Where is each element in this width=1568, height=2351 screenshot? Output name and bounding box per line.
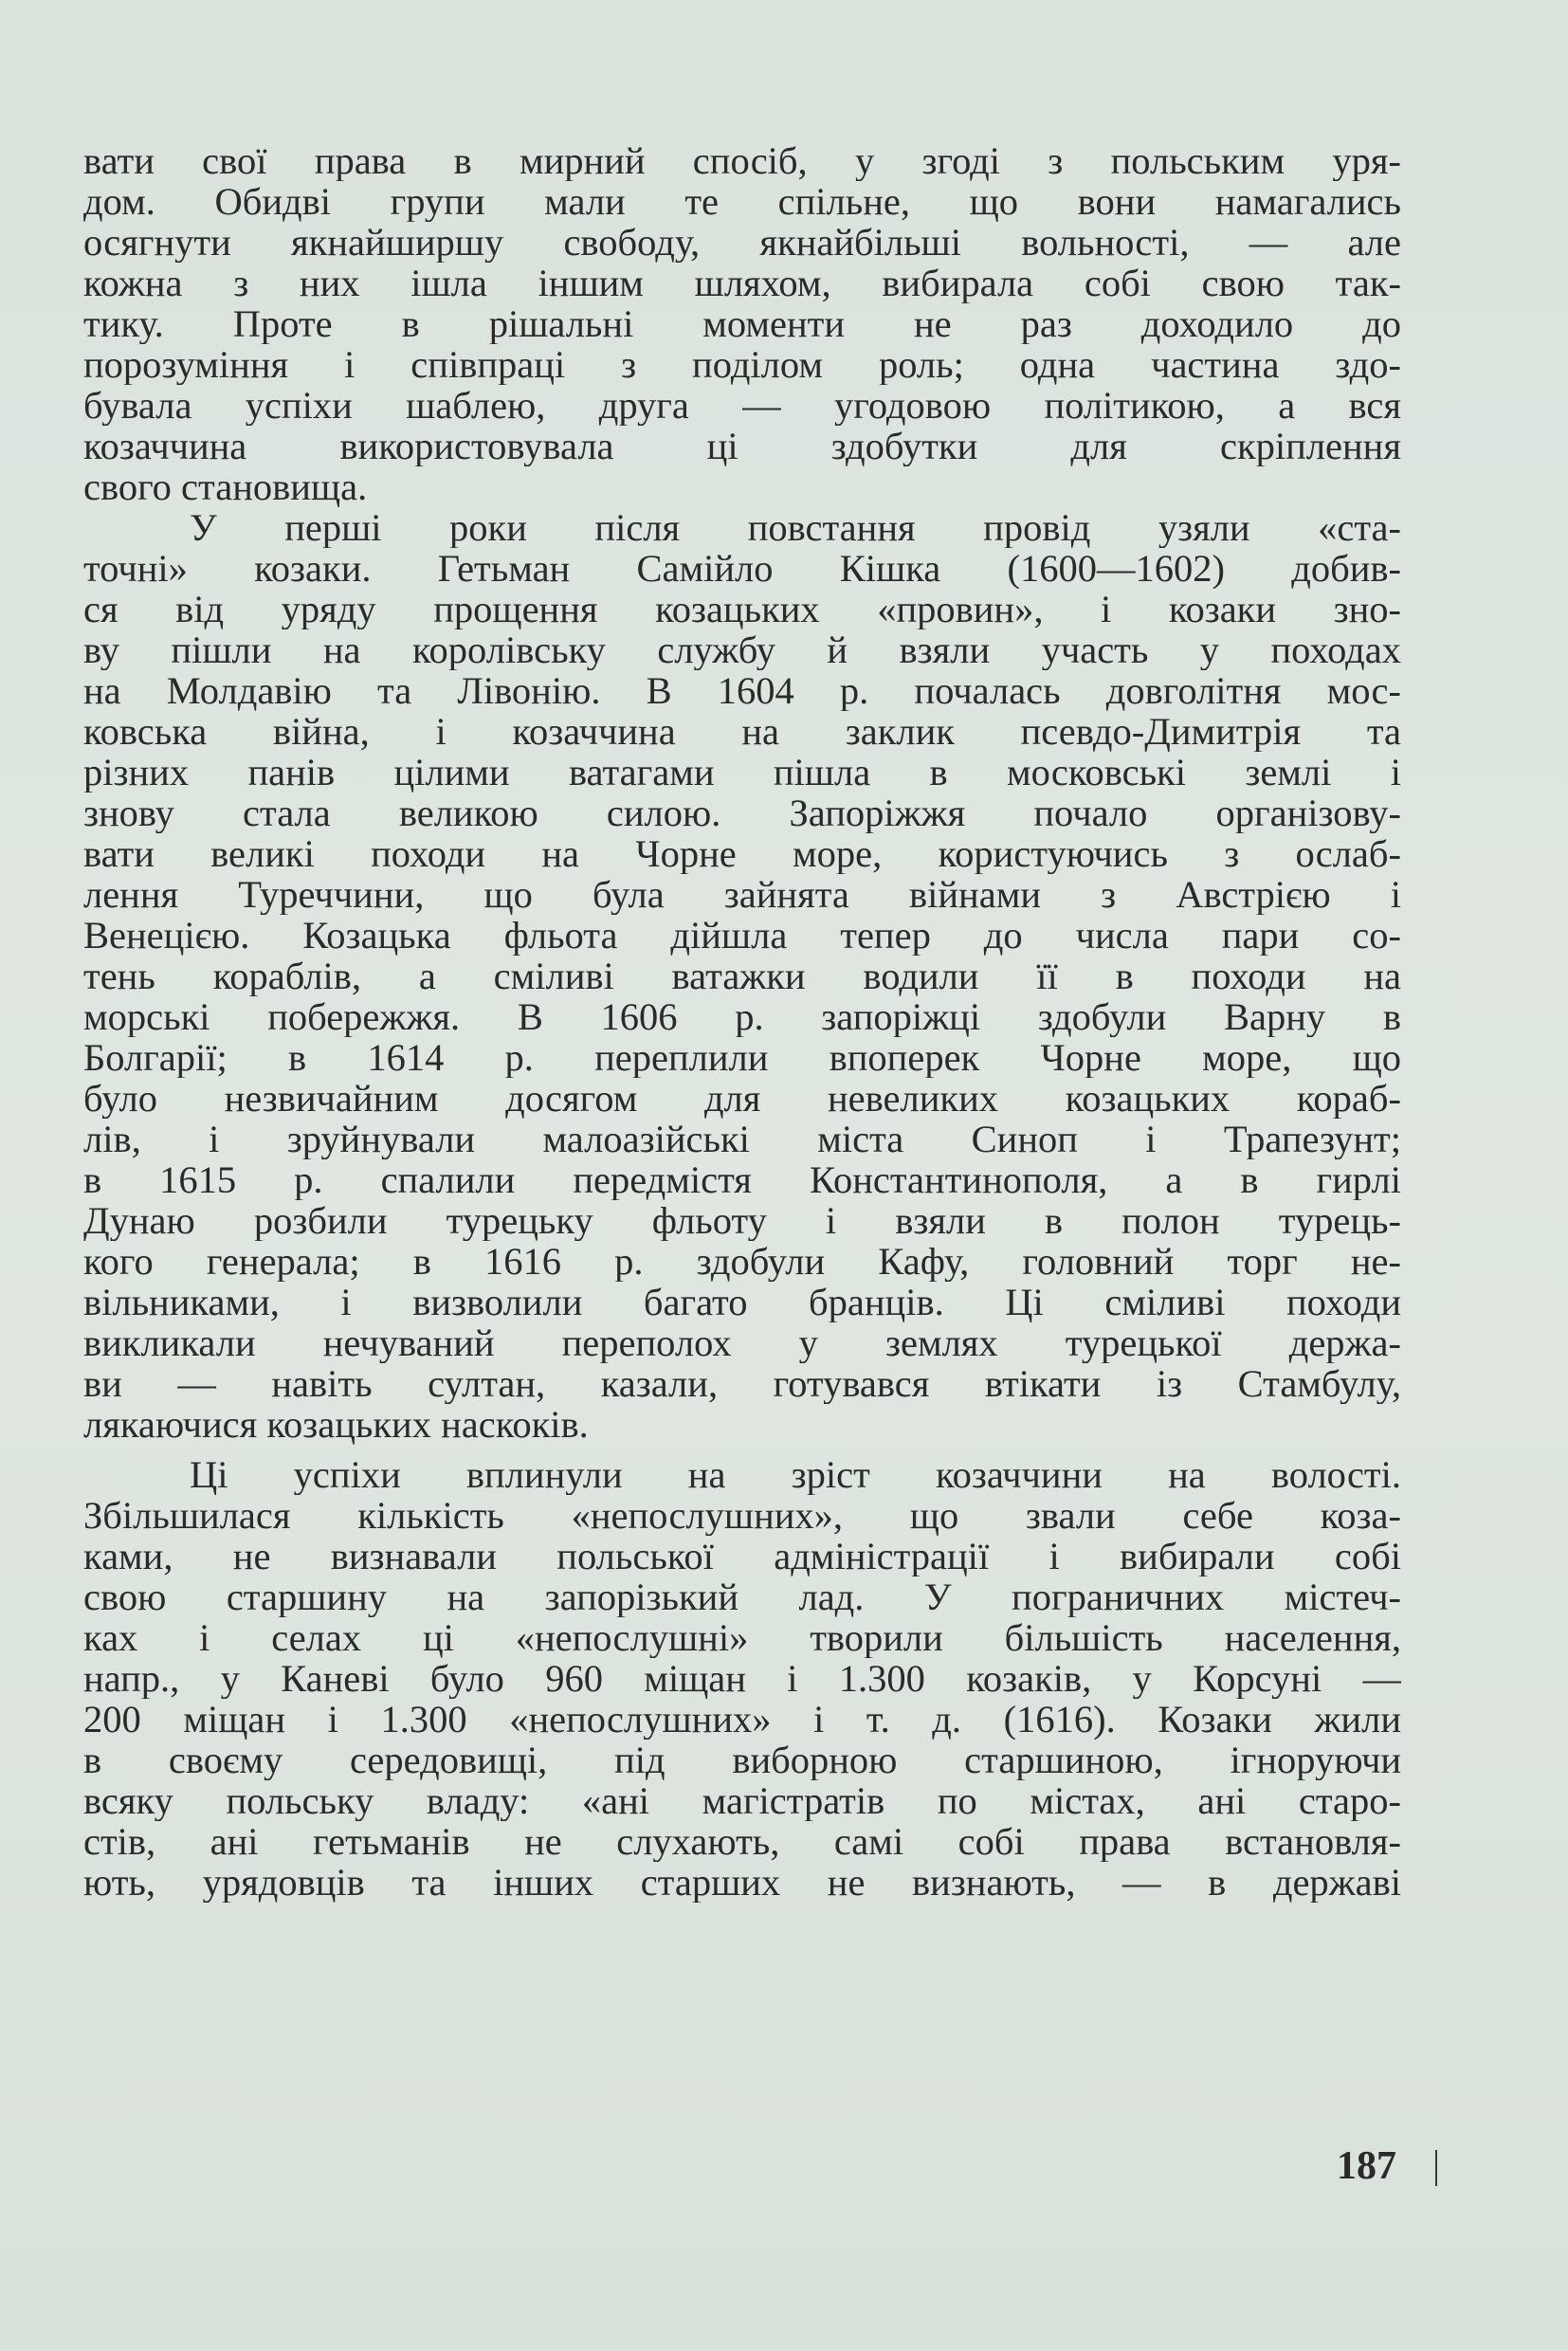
text-line: свого становища. <box>83 466 368 507</box>
text-line: в 1615 р. спалили передмістя Константинополя, а в гирлі <box>83 1159 1401 1200</box>
text-line: Збільшилася кількість «непослушних», що звали себе коза- <box>83 1495 1401 1536</box>
text-line: вати свої права в мирний спосіб, у згоді з польським уря- <box>83 140 1401 181</box>
text-line: порозуміння і співпраці з поділом роль; одна частина здо- <box>83 344 1401 385</box>
text-line: кого генерала; в 1616 р. здобули Кафу, головний торг не- <box>83 1241 1401 1282</box>
paragraph-first-line: У перші роки після повстання провід узяли «ста- <box>190 507 1401 548</box>
text-line: бувала успіхи шаблею, друга — угодовою політикою, а вся <box>83 385 1401 426</box>
text-line: в своєму середовищі, під виборною старшиною, ігноруючи <box>83 1740 1401 1780</box>
text-line: точні» козаки. Гетьман Самійло Кішка (1600—1602) добив- <box>83 548 1401 589</box>
paragraph-first-line: Ці успіхи вплинули на зріст козаччини на волості. <box>190 1454 1401 1495</box>
text-line: різних панів цілими ватагами пішла в московські землі і <box>83 752 1401 793</box>
text-line: кожна з них ішла іншим шляхом, вибирала собі свою так- <box>83 263 1401 303</box>
text-line: всяку польську владу: «ані магістратів по містах, ані старо- <box>83 1780 1401 1821</box>
text-line: ву пішли на королівську службу й взяли участь у походах <box>83 629 1401 670</box>
text-line: стів, ані гетьманів не слухають, самі собі права встановля- <box>83 1821 1401 1862</box>
body-text <box>83 140 1401 1903</box>
text-line: дом. Обидві групи мали те спільне, що вони намагались <box>83 181 1401 222</box>
text-line: осягнути якнайширшу свободу, якнайбільші вольності, — але <box>83 222 1401 263</box>
text-line: ви — навіть султан, казали, готувався втікати із Стамбулу, <box>83 1363 1401 1404</box>
text-line: лякаючися козацьких наскоків. <box>83 1404 589 1445</box>
margin-mark <box>1435 2150 1437 2186</box>
text-line: знову стала великою силою. Запоріжжя почало організову- <box>83 793 1401 833</box>
text-line: було незвичайним досягом для невеликих козацьких кораб- <box>83 1078 1401 1119</box>
text-line: ках і селах ці «непослушні» творили більшість населення, <box>83 1617 1401 1658</box>
text-line: ють, урядовців та інших старших не визнають, — в державі <box>83 1862 1401 1903</box>
page-number: 187 <box>1337 2144 1396 2188</box>
text-line: Дунаю розбили турецьку фльоту і взяли в полон турець- <box>83 1200 1401 1241</box>
text-line: ковська війна, і козаччина на заклик псевдо-Димитрія та <box>83 711 1401 752</box>
text-line: козаччина використовувала ці здобутки для скріплення <box>83 426 1401 466</box>
text-line: лів, і зруйнували малоазійські міста Синоп і Трапезунт; <box>83 1119 1401 1159</box>
text-line: тику. Проте в рішальні моменти не раз доходило до <box>83 303 1401 344</box>
text-line: ся від уряду прощення козацьких «провин», і козаки зно- <box>83 589 1401 629</box>
text-line: Болгарії; в 1614 р. переплили впоперек Чорне море, що <box>83 1037 1401 1078</box>
text-line: морські побережжя. В 1606 р. запоріжці здобули Варну в <box>83 996 1401 1037</box>
text-line: лення Туреччини, що була зайнята війнами з Австрією і <box>83 874 1401 915</box>
text-line: викликали нечуваний переполох у землях турецької держа- <box>83 1322 1401 1363</box>
text-line: свою старшину на запорізький лад. У пограничних містеч- <box>83 1576 1401 1617</box>
text-line: на Молдавію та Лівонію. В 1604 р. почалась довголітня мос- <box>83 670 1401 711</box>
text-line: ками, не визнавали польської адміністрації і вибирали собі <box>83 1536 1401 1576</box>
text-line: напр., у Каневі було 960 міщан і 1.300 козаків, у Корсуні — <box>83 1658 1401 1699</box>
text-line: Венецією. Козацька фльота дійшла тепер до числа пари со- <box>83 915 1401 956</box>
text-line: вати великі походи на Чорне море, користуючись з ослаб- <box>83 833 1401 874</box>
text-line: тень кораблів, а сміливі ватажки водили її в походи на <box>83 956 1401 996</box>
text-line: вільниками, і визволили багато бранців. Ці сміливі походи <box>83 1282 1401 1322</box>
text-line: 200 міщан і 1.300 «непослушних» і т. д. (1616). Козаки жили <box>83 1699 1401 1740</box>
